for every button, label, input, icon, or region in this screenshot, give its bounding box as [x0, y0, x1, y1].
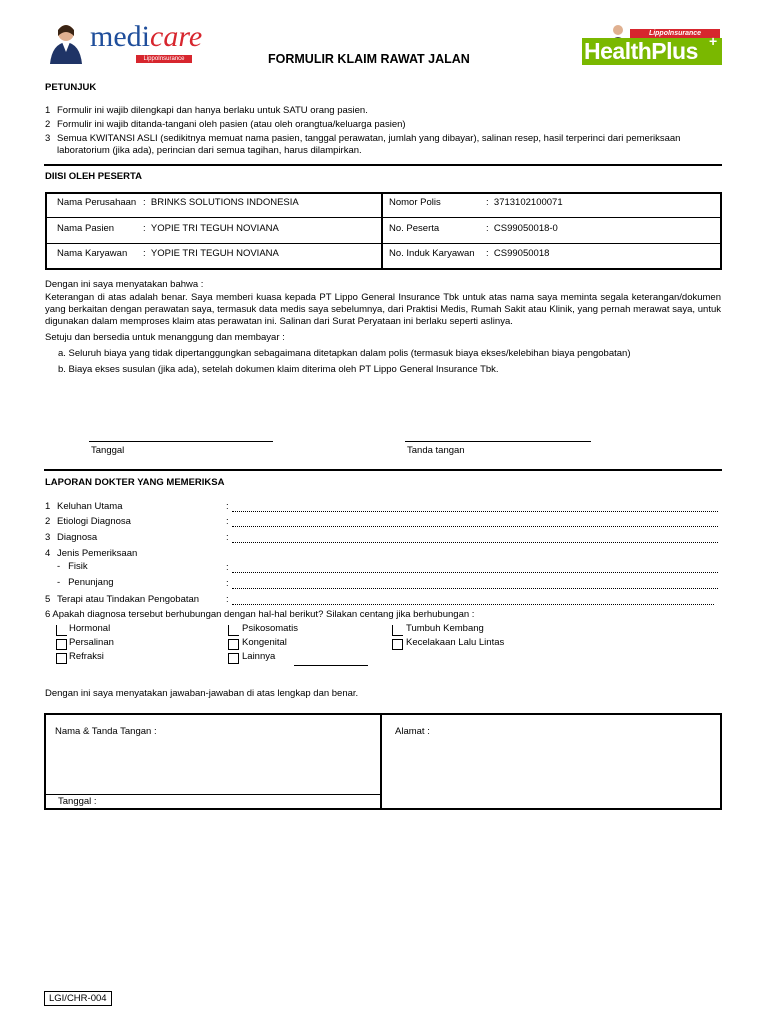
logo-main-text: HealthPlus — [584, 38, 698, 64]
signature-label: Tanda tangan — [407, 445, 465, 456]
question-6: 6 Apakah diagnosa tersebut berhubungan dengan hal-hal berikut? Silakan centang jika berhubungan : — [45, 609, 475, 620]
option-label: Kongenital — [242, 637, 287, 648]
option-label: Refraksi — [69, 651, 104, 662]
penunjang-field[interactable] — [232, 588, 718, 589]
report-row: 2 Etiologi Diagnosa — [45, 516, 131, 527]
date-signature-line[interactable] — [89, 441, 273, 442]
terapi-field[interactable] — [232, 604, 714, 605]
colon: : — [226, 562, 229, 573]
company-name-value: BRINKS SOLUTIONS INDONESIA — [150, 197, 299, 208]
colon: : — [226, 532, 229, 543]
option-label: Kecelakaan Lalu Lintas — [406, 637, 505, 648]
checkbox-kongenital[interactable] — [228, 639, 239, 650]
option-label: Lainnya — [242, 651, 276, 662]
report-row: - Penunjang — [57, 577, 114, 588]
date-label: Tanggal — [91, 445, 125, 456]
field-label: Nama Karyawan — [57, 248, 128, 259]
member-number-value: CS99050018-0 — [493, 223, 558, 234]
report-row: 3 Diagnosa — [45, 532, 98, 543]
logo-top-band: LippoInsurance — [630, 29, 720, 38]
logo-medi-text: medi — [90, 20, 150, 53]
colon: : — [226, 578, 229, 589]
declaration-intro: Dengan ini saya menyatakan bahwa : — [45, 279, 204, 290]
instruction-list — [45, 105, 723, 157]
logo-person-icon — [48, 22, 84, 64]
option-label: Tumbuh Kembang — [406, 623, 484, 634]
colon: : — [226, 501, 229, 512]
report-row: - Fisik — [57, 561, 88, 572]
section-heading-peserta: DIISI OLEH PESERTA — [45, 171, 142, 182]
section-heading-laporan: LAPORAN DOKTER YANG MEMERIKSA — [45, 477, 225, 488]
colon: : — [226, 516, 229, 527]
instruction-item: 2 Formulir ini wajib ditanda-tangani oleh pasien (atau oleh orangtua/keluarga pasien) — [45, 119, 406, 130]
diagnosa-field[interactable] — [232, 542, 718, 543]
form-code: LGI/CHR-004 — [44, 991, 112, 1006]
policy-number-value: 3713102100071 — [493, 197, 563, 208]
name-signature-field[interactable] — [48, 740, 374, 790]
option-label: Hormonal — [69, 623, 111, 634]
checkbox-kecelakaan[interactable] — [392, 639, 403, 650]
report-row: 1 Keluhan Utama — [45, 501, 123, 512]
field-label: Nama Perusahaan — [57, 197, 137, 208]
field-label: No. Peserta — [389, 223, 440, 234]
signature-line[interactable] — [405, 441, 591, 442]
logo-care-text: care — [150, 20, 203, 53]
page-title: FORMULIR KLAIM RAWAT JALAN — [268, 52, 470, 66]
signature-date-label: Tanggal : — [58, 796, 97, 807]
keluhan-utama-field[interactable] — [232, 511, 718, 512]
patient-name-value: YOPIE TRI TEGUH NOVIANA — [150, 223, 279, 234]
address-field[interactable] — [384, 740, 718, 806]
instruction-item: 1 Formulir ini wajib dilengkapi dan hanya berlaku untuk SATU orang pasien. — [45, 105, 368, 116]
checkbox-hormonal[interactable] — [56, 625, 67, 636]
etiologi-diagnosa-field[interactable] — [232, 526, 718, 527]
declaration-item-b: b. Biaya ekses susulan (jika ada), setelah dokumen klaim diterima oleh PT Lippo General Insurance Tbk. — [58, 364, 499, 375]
option-label: Persalinan — [69, 637, 114, 648]
checkbox-tumbuh-kembang[interactable] — [392, 625, 403, 636]
declaration-paragraph: Keterangan di atas adalah benar. Saya memberi kuasa kepada PT Lippo General Insurance Tbk untuk atas nama saya meminta segala keterangan/dokumen yang berkaitan dengan perawatan saya, termasuk data medis saya sebelumnya, dari Praktisi Medis, Rumah Sakit atau Klinik, yang pernah merawat saya, untuk digunakan dalam memproses klaim atas perawatan ini. Salinan dari Surat Peryataan ini berlaku seperti aslinya. — [45, 292, 721, 327]
logo-plus: + — [709, 33, 718, 49]
checkbox-refraksi[interactable] — [56, 653, 67, 664]
field-label: Nama Pasien — [57, 223, 115, 234]
checkbox-persalinan[interactable] — [56, 639, 67, 650]
completion-statement: Dengan ini saya menyatakan jawaban-jawaban di atas lengkap dan benar. — [45, 688, 359, 699]
address-label: Alamat : — [395, 726, 430, 737]
field-label: No. Induk Karyawan — [389, 248, 475, 259]
medicare-logo — [44, 20, 203, 66]
name-signature-label: Nama & Tanda Tangan : — [55, 726, 157, 737]
option-label: Psikosomatis — [242, 623, 298, 634]
report-row: 5 Terapi atau Tindakan Pengobatan — [45, 594, 200, 605]
checkbox-lainnya[interactable] — [228, 653, 239, 664]
divider — [44, 469, 722, 471]
healthplus-logo — [582, 24, 722, 66]
field-label: Nomor Polis — [389, 197, 441, 208]
colon: : — [226, 594, 229, 605]
instruction-item: 3 Semua KWITANSI ASLI (sedikitnya memuat nama pasien, tanggal perawatan, jumlah yang dibayar), salinan resep, hasil terperinci dari pemeriksaan laboratorium (jika ada), perincian dari semua tagihan, harus dilampirkan. — [45, 133, 681, 156]
declaration-agree: Setuju dan bersedia untuk menanggung dan membayar : — [45, 332, 285, 343]
checkbox-psikosomatis[interactable] — [228, 625, 239, 636]
fisik-field[interactable] — [232, 572, 718, 573]
divider — [44, 164, 722, 166]
declaration-item-a: a. Seluruh biaya yang tidak dipertanggungkan sebagaimana ditetapkan dalam polis (termasuk biaya ekses/kelebihan biaya pengobatan) — [58, 348, 631, 359]
employee-name-value: YOPIE TRI TEGUH NOVIANA — [150, 248, 279, 259]
lainnya-field[interactable] — [294, 665, 368, 666]
logo-sub-band: LippoInsurance — [136, 55, 192, 63]
section-heading-petunjuk: PETUNJUK — [45, 82, 97, 93]
report-row: 4 Jenis Pemeriksaan — [45, 548, 138, 559]
employee-id-value: CS99050018 — [493, 248, 550, 259]
